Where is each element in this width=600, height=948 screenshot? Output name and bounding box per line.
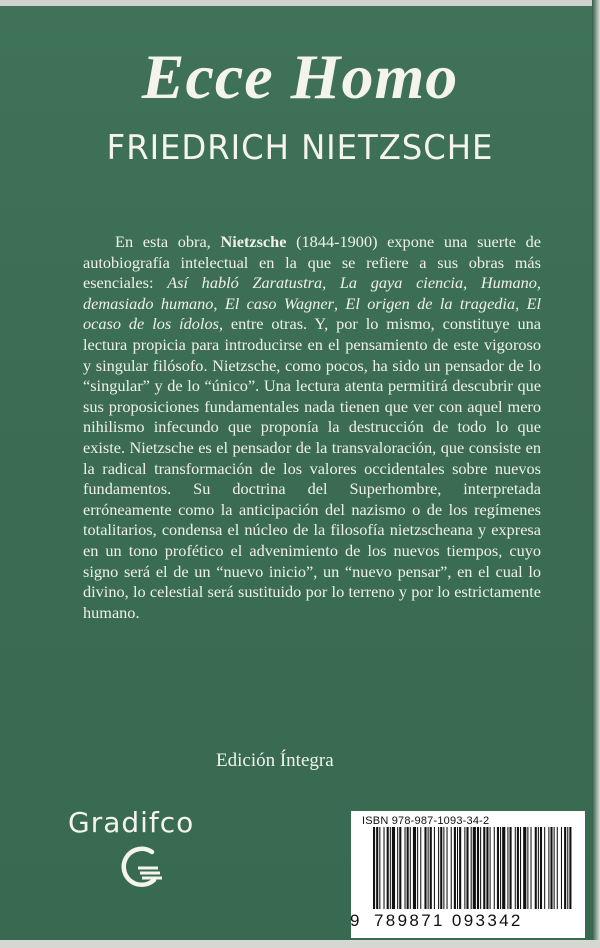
- barcode-bar: [407, 827, 409, 909]
- barcode-bar: [459, 827, 461, 909]
- barcode-bar: [443, 827, 444, 909]
- barcode-bar: [517, 827, 519, 909]
- work-title: El ocaso de los ídolos: [83, 293, 542, 334]
- edition-label: Edición Íntegra: [216, 750, 334, 771]
- barcode-bar: [430, 827, 432, 909]
- barcode-bar: [451, 827, 452, 909]
- barcode-bar: [535, 827, 537, 909]
- separator: ,: [463, 273, 481, 293]
- isbn-label: ISBN 978-987-1093-34-2: [362, 815, 490, 827]
- barcode-bar: [567, 827, 568, 909]
- barcode-bar: [477, 827, 479, 909]
- barcode-bar: [494, 827, 495, 909]
- page-edge-bottom: [0, 940, 600, 948]
- book-title: Ecce Homo: [141, 41, 459, 112]
- barcode-bar: [550, 827, 552, 909]
- blurb-paragraph: [83, 232, 541, 623]
- barcode-bar: [473, 827, 476, 909]
- barcode-bar: [507, 827, 508, 909]
- barcode-bar: [520, 827, 521, 909]
- barcode-bar: [486, 827, 488, 909]
- blurb-text: , entre otras. Y, por lo mismo, constituye una lectura propicia para introducirse en el pensamiento de este vigoroso y singular filósofo. Nietzsche, como pocos, ha sido un pensador de lo “singular” y de lo “único”. Una lectura atenta permitirá descubrir que sus proposiciones fundamentales nada tienen que ver con aquel mero nihilismo infecundo que proponía la destrucción de todo lo que existe. Nietzsche es el pensador de la transvaloración, que consiste en la radical transformación de los valores occidentales sobre nuevos fundamentos. Su doctrina del Superhombre, interpretada erróneamente como la anticipación del nazismo o de los regímenes totalitarios, condensa el núcleo de la filosofía nietzscheana y expresa en un tono profético el advenimiento de los nuevos tiempos, cuyo signo será el de un “nuevo inicio”, un “nuevo pensar”, en el cual lo divino, lo celestial será sustituido por lo terreno y por lo estrictamente humano.: [83, 314, 541, 622]
- barcode-bar: [564, 827, 566, 909]
- page-edge-top: [0, 0, 600, 6]
- barcode-bar: [440, 827, 442, 909]
- barcode-bar: [457, 827, 458, 909]
- barcode-bar: [420, 827, 421, 909]
- barcode-bar: [500, 827, 501, 909]
- barcode-bar: [447, 827, 448, 909]
- barcode-bar: [390, 827, 391, 909]
- barcode-bar: [428, 827, 429, 909]
- barcode-bar: [417, 827, 418, 909]
- barcode-bar: [384, 827, 385, 909]
- barcode-bar: [548, 827, 549, 909]
- back-cover-blurb: [83, 232, 541, 623]
- separator: ,: [322, 273, 340, 293]
- book-author: FRIEDRICH NIETZSCHE: [106, 128, 494, 168]
- barcode-bar: [502, 827, 505, 909]
- barcode-bar: [392, 827, 395, 909]
- barcode-digit-first: 9: [350, 911, 360, 930]
- barcode-bar: [554, 827, 555, 909]
- work-title: Humano, demasiado humano: [83, 273, 541, 313]
- barcode-bar: [434, 827, 435, 909]
- work-title: El origen de la tragedia: [345, 293, 516, 313]
- barcode-bar: [561, 827, 562, 909]
- barcode-bar: [531, 827, 532, 909]
- blurb-text: (1844-1900) expone una suerte de autobiografía intelectual en la que se refiere a sus obras más esenciales:: [83, 232, 541, 293]
- barcode-bar: [454, 827, 456, 909]
- work-title: Así habló Zaratustra: [167, 273, 323, 293]
- barcode-bar: [497, 827, 499, 909]
- barcode-bar: [523, 827, 526, 909]
- barcode-bar: [464, 827, 465, 909]
- barcode-bar: [424, 827, 426, 909]
- separator: ,: [515, 293, 527, 313]
- barcode-bar: [544, 827, 545, 909]
- blurb-intro: En esta obra,: [115, 232, 221, 251]
- publisher-name: Gradifco: [68, 806, 195, 839]
- barcode-bar: [397, 827, 398, 909]
- page-edge-right: [592, 0, 600, 948]
- barcode-bar: [557, 827, 558, 909]
- barcode-bar: [471, 827, 472, 909]
- barcode-bar: [405, 827, 406, 909]
- barcode-bar: [510, 827, 512, 909]
- separator: ,: [213, 293, 225, 313]
- barcode-bar: [376, 827, 378, 909]
- blurb-author-name: Nietzsche: [220, 232, 287, 251]
- barcode-bar: [438, 827, 439, 909]
- barcode-bars: [351, 827, 585, 913]
- barcode-digits: 789871 093342: [374, 911, 523, 930]
- work-title: La gaya ciencia: [339, 273, 464, 293]
- barcode-bar: [515, 827, 516, 909]
- barcode-bar: [399, 827, 401, 909]
- barcode-bar: [483, 827, 485, 909]
- barcode-bar: [569, 827, 571, 909]
- separator: ,: [333, 293, 346, 313]
- barcode-bar: [379, 827, 380, 909]
- barcode-bar: [538, 827, 539, 909]
- g-logo-icon: [118, 846, 166, 890]
- barcode-bar: [527, 827, 528, 909]
- barcode-bar: [480, 827, 481, 909]
- work-title: El caso Wagner: [224, 293, 334, 313]
- barcode-bar: [410, 827, 411, 909]
- barcode-bar: [466, 827, 468, 909]
- barcode-bar: [373, 827, 375, 909]
- barcode-bar: [413, 827, 416, 909]
- barcode-bar: [490, 827, 491, 909]
- barcode-bar: [387, 827, 389, 909]
- barcode-bar: [540, 827, 542, 909]
